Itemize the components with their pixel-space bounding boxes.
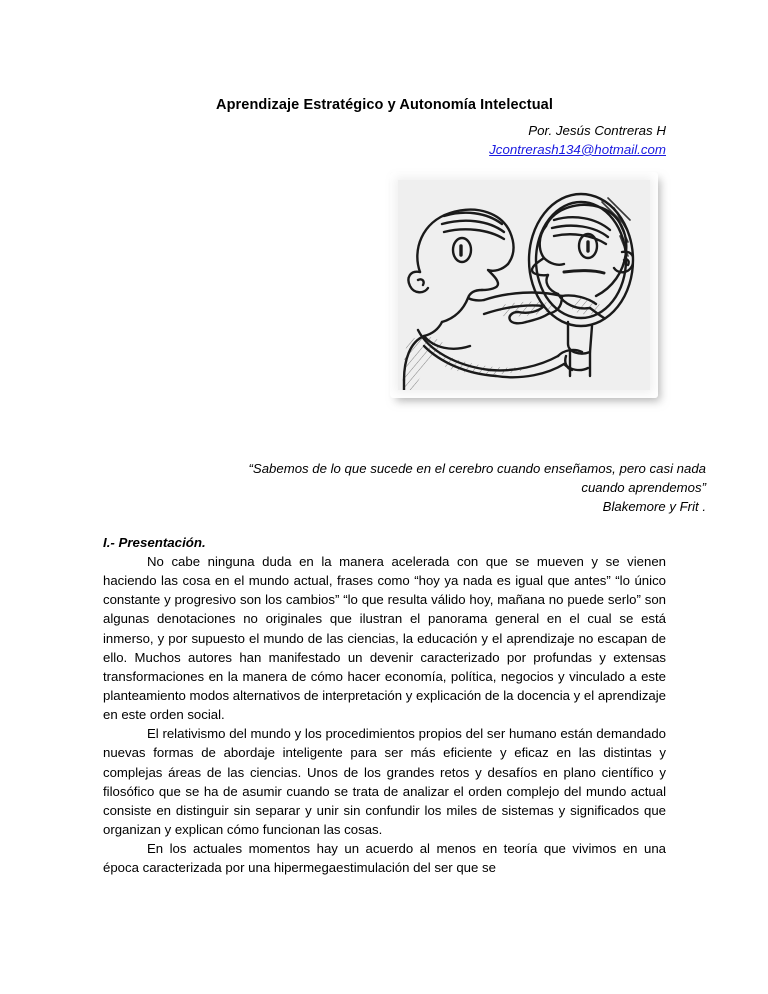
byline-author: Por. Jesús Contreras H (528, 123, 666, 138)
section-heading-presentacion: I.- Presentación. (103, 535, 206, 551)
quote-line-1: “Sabemos de lo que sucede en el cerebro cuando enseñamos, pero casi nada (248, 461, 706, 477)
figure-canvas (398, 180, 650, 390)
paragraph: El relativismo del mundo y los procedimientos propios del ser humano están demandado nuevas formas de abordaje inteligente para ser más eficiente y eficaz en las distintas y complejas áreas de las ciencias. Unos de los grandes retos y desafíos en plano científico y filosófico que se ha de asumir cuando se trata de analizar el orden complejo del mundo actual consiste en distinguir sin separar y unir sin confundir los miles de sistemas y significados que organizan y explican cómo funcionan las cosas. (103, 726, 666, 837)
man-pointing-at-reflection-icon (398, 180, 650, 390)
byline (103, 122, 666, 160)
author-email-link[interactable]: Jcontrerash134@hotmail.com (489, 141, 666, 157)
epigraph-quote (176, 459, 706, 516)
illustration-figure (390, 172, 658, 398)
paragraph: En los actuales momentos hay un acuerdo al menos en teoría que vivimos en una época caracterizada por una hipermegaestimulación del ser que se (103, 841, 666, 876)
quote-attribution: Blakemore y Frit . (602, 499, 706, 515)
page-title: Aprendizaje Estratégico y Autonomía Intelectual (216, 96, 553, 113)
paragraph: No cabe ninguna duda en la manera acelerada con que se mueven y se vienen haciendo las cosa en el mundo actual, frases como “hoy ya nada es igual que antes” “lo único constante y progresivo son los cambios” “lo que resulta válido hoy, mañana no puede serlo” son algunas denotaciones no originales que ilustran el panorama general en el cual se está inmerso, y por supuesto el mundo de las ciencias, la educación y el aprendizaje no escapan de ello. Muchos autores han manifestado un devenir caracterizado por profundas y extensas transformaciones en la manera de cómo hacer economía, política, negocios y vinculado a este planteamiento modos alternativos de interpretación y explicación de la docencia y el aprendizaje en este orden social. (103, 554, 667, 723)
body-text (103, 552, 666, 877)
quote-line-2: cuando aprendemos” (581, 480, 706, 496)
